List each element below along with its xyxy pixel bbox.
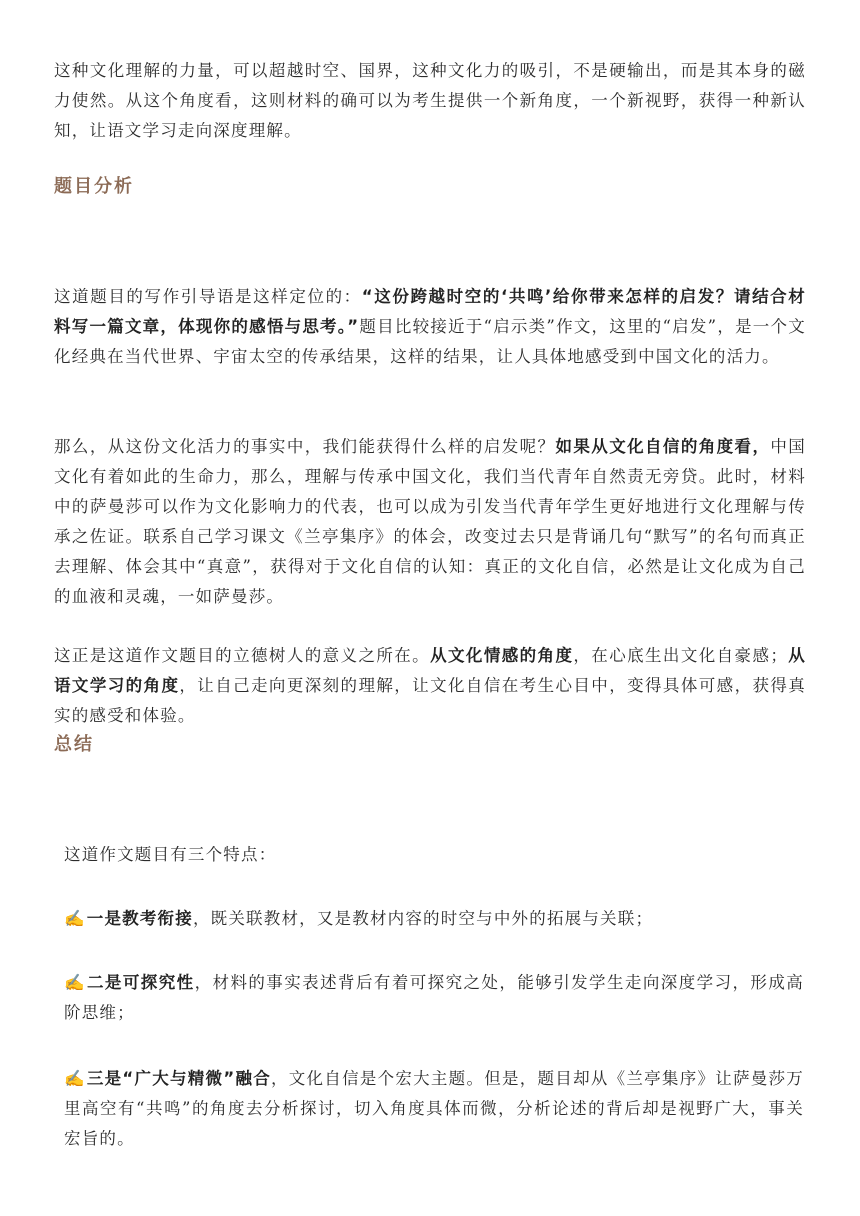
analysis-paragraph-2 <box>54 432 806 612</box>
analysis-p1-body: 题目比较接近于“启示类”作文，这里的“启发”，是一个文化经典在当代世界、宇宙太空的传承结果，这样的结果，让人具体地感受到中国文化的活力。 <box>54 317 806 366</box>
feature-item-2 <box>64 968 804 1028</box>
feature-3-title: 三是“广大与精微”融合 <box>86 1069 271 1088</box>
summary-lead-text: 这道作文题目有三个特点： <box>64 845 277 864</box>
summary-lead <box>64 840 804 870</box>
summary-heading: 总结 <box>54 734 94 755</box>
intro-paragraph <box>54 56 806 146</box>
analysis-paragraph-3 <box>54 641 806 731</box>
analysis-p1-quote: “这份跨越时空的‘共鸣’给你带来怎样的启发？请结合材料写一篇文章，体现你的感悟与思考。” <box>54 287 806 336</box>
analysis-p1-lead: 这道题目的写作引导语是这样定位的： <box>54 287 362 306</box>
feature-2-title: 二是可探究性 <box>86 973 195 992</box>
writing-hand-icon: ✍ <box>64 909 86 928</box>
feature-1-text: ，既关联教材，又是教材内容的时空与中外的拓展与关联； <box>192 909 654 928</box>
analysis-p3-lead: 这正是这道作文题目的立德树人的意义之所在。 <box>54 646 431 665</box>
analysis-p3-tail: ，让自己走向更深刻的理解，让文化自信在考生心目中，变得具体可感，获得真实的感受和体验。 <box>54 676 807 725</box>
intro-text: 这种文化理解的力量，可以超越时空、国界，这种文化力的吸引，不是硬输出，而是其本身的磁力使然。从这个角度看，这则材料的确可以为考生提供一个新角度，一个新视野，获得一种新认知，让语文学习走向深度理解。 <box>54 61 806 140</box>
feature-item-1 <box>64 904 804 934</box>
feature-1-title: 一是教考衔接 <box>86 909 193 928</box>
analysis-p3-emphasis-2: 从语文学习的角度 <box>54 646 806 695</box>
analysis-p2-lead: 那么，从这份文化活力的事实中，我们能获得什么样的启发呢？ <box>54 437 556 456</box>
analysis-heading: 题目分析 <box>54 176 134 197</box>
writing-hand-icon: ✍ <box>64 1069 86 1088</box>
feature-2-text: ，材料的事实表述背后有着可探究之处，能够引发学生走向深度学习，形成高阶思维； <box>64 973 804 1022</box>
analysis-paragraph-1 <box>54 282 806 372</box>
writing-hand-icon: ✍ <box>64 973 86 992</box>
analysis-p2-emphasis: 如果从文化自信的角度看， <box>555 437 771 456</box>
analysis-p2-body: 中国文化有着如此的生命力，那么，理解与传承中国文化，我们当代青年自然责无旁贷。此时，材料中的萨曼莎可以作为文化影响力的代表，也可以成为引发当代青年学生更好地进行文化理解与传承之佐证。联系自己学习课文《兰亭集序》的体会，改变过去只是背诵几句“默写”的名句而真正去理解、体会其中“真意”，获得对于文化自信的认知：真正的文化自信，必然是让文化成为自己的血液和灵魂，一如萨曼莎。 <box>54 437 807 606</box>
feature-item-3 <box>64 1064 804 1154</box>
analysis-p3-emphasis-1: 从文化情感的角度 <box>430 646 574 665</box>
feature-3-text: ，文化自信是个宏大主题。但是，题目却从《兰亭集序》让萨曼莎万里高空有“共鸣”的角度去分析探讨，切入角度具体而微，分析论述的背后却是视野广大，事关宏旨的。 <box>64 1069 805 1148</box>
analysis-p3-mid: ，在心底生出文化自豪感； <box>573 646 789 665</box>
